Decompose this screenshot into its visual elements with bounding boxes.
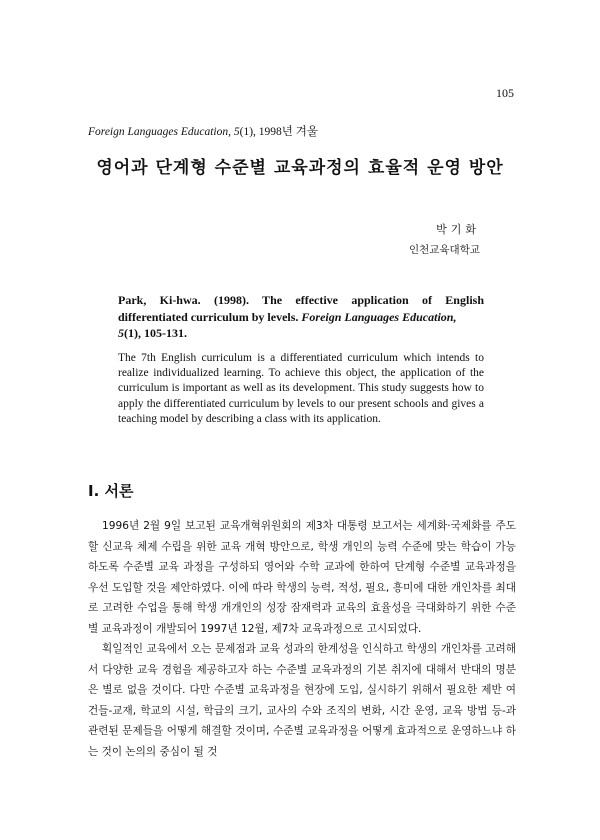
page-number: 105 <box>496 86 514 100</box>
citation-main: Park, Ki-hwa. (1998). The effective application of English differentiated curriculum by levels. <box>118 293 484 324</box>
citation-issue-pages: (1), 105-131. <box>124 326 187 340</box>
journal-volume: 5 <box>233 126 240 138</box>
paper-title: 영어과 단계형 수준별 교육과정의 효율적 운영 방안 <box>96 158 504 178</box>
journal-reference <box>88 123 318 139</box>
body-text <box>88 516 516 762</box>
abstract: The 7th English curriculum is a differentiated curriculum which intends to realize individualized learning. To achieve this object, the application of the curriculum is important as well as its development. This study suggests how to apply the differentiated curriculum by levels to our present schools and gives a teaching model by describing a class with its application. <box>118 352 484 425</box>
citation-journal: Foreign Languages Education, <box>301 309 457 324</box>
author-affiliation: 인천교육대학교 <box>408 244 480 256</box>
citation-volume: 5 <box>118 326 124 340</box>
english-citation <box>118 292 484 342</box>
section-heading: I. 서론 <box>88 482 134 500</box>
journal-issue-year: (1), 1998년 겨울 <box>239 126 318 138</box>
body-paragraph-1: 1996년 2월 9일 보고된 교육개혁위원회의 제3차 대통령 보고서는 세계화·국제화를 주도할 신교육 체제 수립을 위한 교육 개혁 방안으로, 학생 개인의 능력 수준에 맞는 학습이 가능하도록 수준별 교육 과정을 구성하되 영어와 수학 교과에 한하여 단계형 수준별 교육과정을 우선 도입할 것을 제안하였다. 이에 따라 학생의 능력, 적성, 필요, 흥미에 대한 개인차를 최대로 고려한 수업을 통해 학생 개개인의 성장 잠재력과 교육의 효율성을 극대화하기 위한 수준별 교육과정이 개발되어 1997년 12월, 제7차 교육과정으로 고시되었다. <box>88 520 516 635</box>
journal-name: Foreign Languages Education, <box>88 126 231 138</box>
author-name: 박기화 <box>436 223 480 236</box>
body-paragraph-2: 획일적인 교육에서 오는 문제점과 교육 성과의 한계성을 인식하고 학생의 개인차를 고려해서 다양한 교육 경험을 제공하고자 하는 수준별 교육과정의 기본 취지에 대해서 반대의 명분은 별로 없을 것이다. 다만 수준별 교육과정을 현장에 도입, 실시하기 위해서 필요한 제반 여건들-교재, 학교의 시설, 학급의 크기, 교사의 수와 조직의 변화, 시간 운영, 교육 방법 등-과 관련된 문제들을 어떻게 해결할 것이며, 수준별 교육과정을 어떻게 효과적으로 운영하느냐 하는 것이 논의의 중심이 될 것 <box>88 643 516 758</box>
